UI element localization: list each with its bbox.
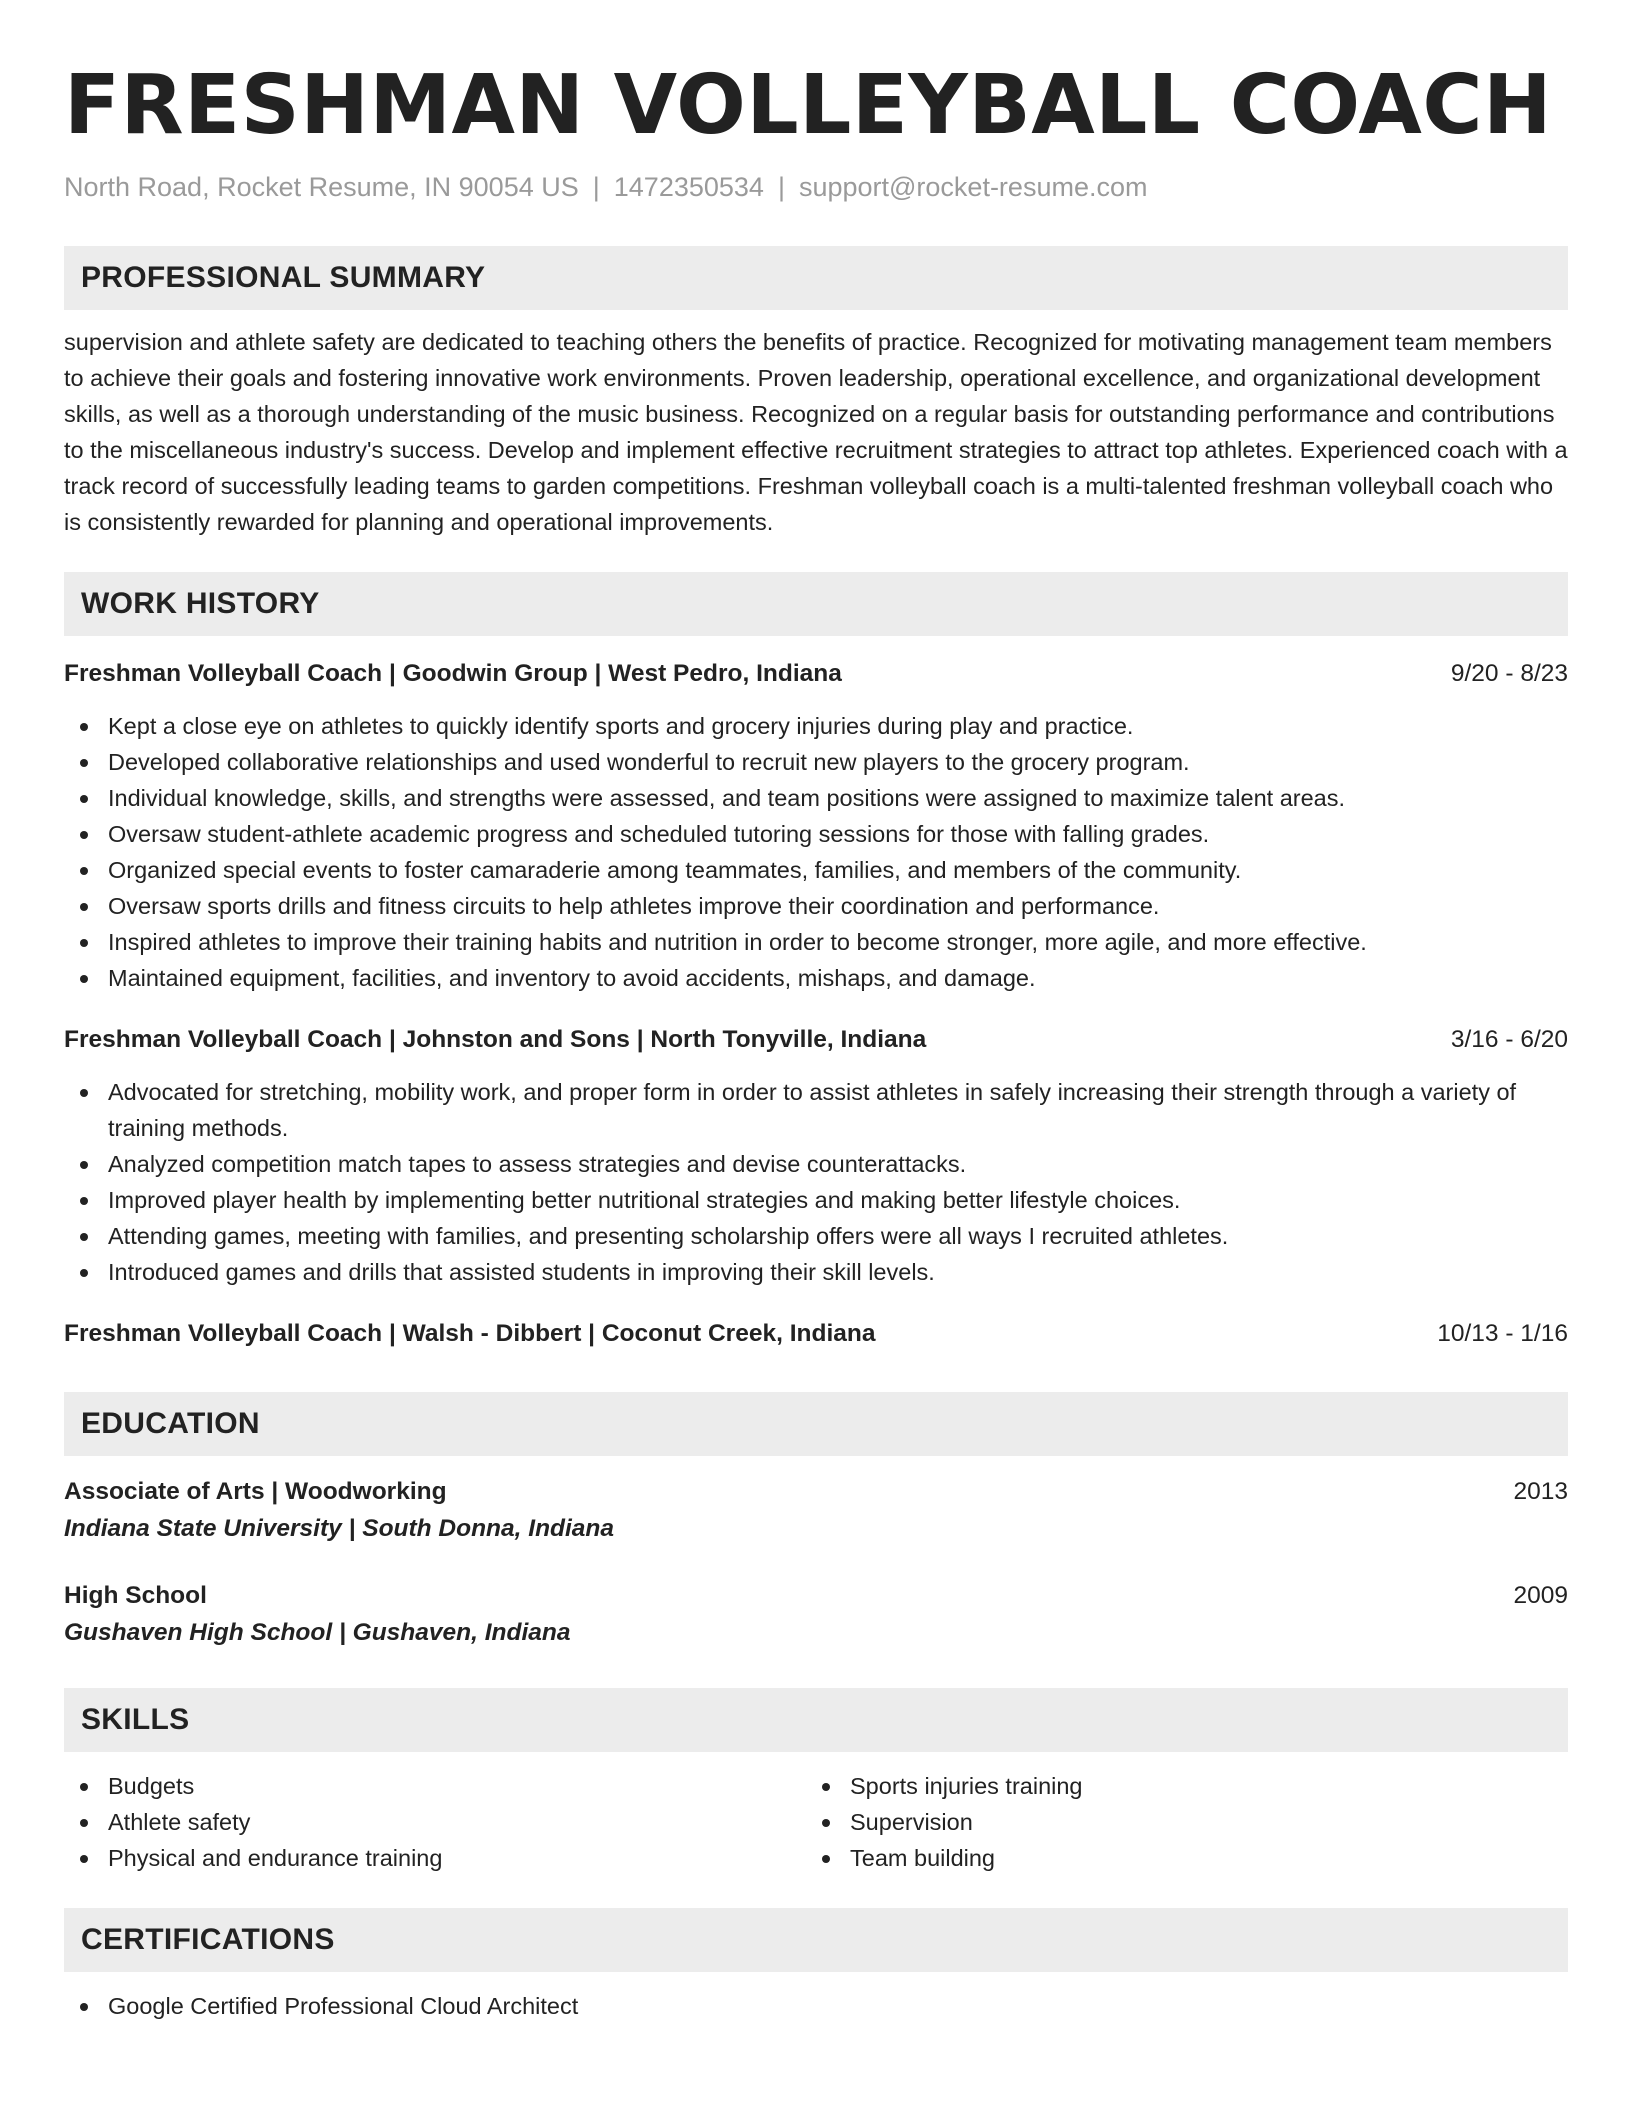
job-bullet: Kept a close eye on athletes to quickly identify sports and grocery injuries during play and practice. (64, 708, 1568, 744)
job-bullet: Organized special events to foster camaraderie among teammates, families, and members of the community. (64, 852, 1568, 888)
job-bullet: Inspired athletes to improve their training habits and nutrition in order to become stronger, more agile, and more effective. (64, 924, 1568, 960)
job-bullet: Attending games, meeting with families, and presenting scholarship offers were all ways I recruited athletes. (64, 1218, 1568, 1254)
graduation-year: 2009 (1513, 1582, 1568, 1609)
job-bullet: Maintained equipment, facilities, and inventory to avoid accidents, mishaps, and damage. (64, 960, 1568, 996)
job-entry (64, 1316, 1568, 1352)
job-bullet: Developed collaborative relationships and used wonderful to recruit new players to the grocery program. (64, 744, 1568, 780)
job-bullet: Improved player health by implementing better nutritional strategies and making better lifestyle choices. (64, 1182, 1568, 1218)
education-entry (64, 1578, 1568, 1652)
job-bullets (64, 708, 1568, 996)
skill-item: Team building (806, 1840, 1548, 1876)
skill-item: Athlete safety (64, 1804, 806, 1840)
certifications-heading: CERTIFICATIONS (64, 1908, 1568, 1972)
education-entry (64, 1474, 1568, 1548)
job-dates: 10/13 - 1/16 (1437, 1320, 1568, 1347)
contact-address: North Road, Rocket Resume, IN 90054 US (64, 172, 579, 202)
job-bullet: Oversaw sports drills and fitness circuits to help athletes improve their coordination and performance. (64, 888, 1568, 924)
graduation-year: 2013 (1513, 1478, 1568, 1505)
skills-list (64, 1768, 1568, 1876)
contact-line (64, 170, 1568, 204)
education-heading: EDUCATION (64, 1392, 1568, 1456)
contact-separator: | (592, 172, 600, 202)
school-name: Gushaven High School | Gushaven, Indiana (64, 1619, 571, 1646)
job-title: Freshman Volleyball Coach | Johnston and Sons | North Tonyville, Indiana (64, 1026, 927, 1053)
skill-item: Sports injuries training (806, 1768, 1548, 1804)
certification-item: Google Certified Professional Cloud Architect (64, 1988, 1568, 2024)
job-dates: 9/20 - 8/23 (1450, 660, 1568, 687)
degree: High School (64, 1582, 207, 1609)
skills-column-left (64, 1768, 806, 1876)
job-bullet: Oversaw student-athlete academic progress and scheduled tutoring sessions for those with falling grades. (64, 816, 1568, 852)
job-bullet: Analyzed competition match tapes to assess strategies and devise counterattacks. (64, 1146, 1568, 1182)
contact-email: support@rocket-resume.com (798, 172, 1148, 202)
job-entry (64, 1022, 1568, 1290)
certifications-list (64, 1988, 1568, 2024)
job-bullet: Individual knowledge, skills, and strengths were assessed, and team positions were assigned to maximize talent areas. (64, 780, 1568, 816)
skills-column-right (806, 1768, 1548, 1876)
job-title: Freshman Volleyball Coach | Walsh - Dibbert | Coconut Creek, Indiana (64, 1320, 876, 1347)
skill-item: Physical and endurance training (64, 1840, 806, 1876)
job-entry (64, 656, 1568, 996)
skill-item: Supervision (806, 1804, 1548, 1840)
contact-phone: 1472350534 (613, 172, 764, 202)
summary-text: supervision and athlete safety are dedicated to teaching others the benefits of practice. Recognized for motivating management team members to achieve their goals and fostering innovative work environments. Proven leadership, operational excellence, and organizational development skills, as well as a thorough understanding of the music business. Recognized on a regular basis for outstanding performance and contributions to the miscellaneous industry's success. Develop and implement effective recruitment strategies to attract top athletes. Experienced coach with a track record of successfully leading teams to garden competitions. Freshman volleyball coach is a multi-talented freshman volleyball coach who is consistently rewarded for planning and operational improvements. (64, 329, 1568, 535)
summary-heading: PROFESSIONAL SUMMARY (64, 246, 1568, 310)
job-bullet: Introduced games and drills that assisted students in improving their skill levels. (64, 1254, 1568, 1290)
job-title: Freshman Volleyball Coach | Goodwin Group | West Pedro, Indiana (64, 660, 842, 687)
job-dates: 3/16 - 6/20 (1450, 1026, 1568, 1053)
candidate-name: FRESHMAN VOLLEYBALL COACH (64, 58, 1553, 153)
job-bullets (64, 1074, 1568, 1290)
job-bullet: Advocated for stretching, mobility work, and proper form in order to assist athletes in safely increasing their strength through a variety of training methods. (64, 1074, 1568, 1146)
degree: Associate of Arts | Woodworking (64, 1478, 447, 1505)
school-name: Indiana State University | South Donna, Indiana (64, 1515, 615, 1542)
contact-separator: | (777, 172, 785, 202)
skill-item: Budgets (64, 1768, 806, 1804)
work-history-heading: WORK HISTORY (64, 572, 1568, 636)
skills-heading: SKILLS (64, 1688, 1568, 1752)
